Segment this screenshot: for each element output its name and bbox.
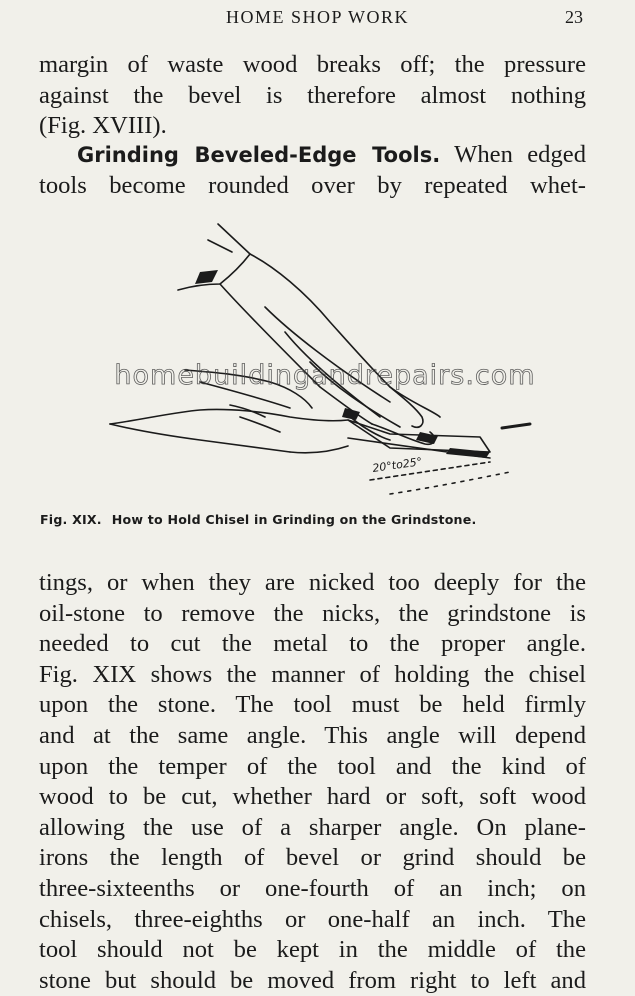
text-line: wood to be cut, whether hard or soft, soft wood bbox=[39, 783, 586, 811]
paragraph-instructions bbox=[39, 568, 586, 996]
text-line: upon the temper of the tool and the kind of bbox=[39, 752, 586, 780]
text-line: allowing the use of a sharper angle. On plane- bbox=[39, 813, 586, 841]
text-run: When edged bbox=[454, 141, 586, 168]
text-line: stone but should be moved from right to left and bbox=[39, 966, 586, 994]
text-line: irons the length of bevel or grind should be bbox=[39, 844, 586, 872]
text-line: oil-stone to remove the nicks, the grindstone is bbox=[39, 599, 586, 627]
section-heading: Grinding Beveled-Edge Tools. bbox=[77, 143, 441, 167]
caption-text: How to Hold Chisel in Grinding on the Grindstone. bbox=[111, 512, 477, 527]
running-head: HOME SHOP WORK bbox=[225, 7, 410, 27]
page-header bbox=[0, 7, 635, 31]
paragraph-grinding bbox=[39, 140, 586, 201]
angle-annotation: 20°to25° bbox=[371, 455, 423, 475]
figure-caption bbox=[40, 512, 600, 527]
text-line: upon the stone. The tool must be held firmly bbox=[39, 691, 586, 719]
text-line: against the bevel is therefore almost nothing bbox=[39, 81, 586, 109]
page-number: 23 bbox=[565, 7, 583, 27]
text-line: chisels, three-eighths or one-half an inch. The bbox=[39, 905, 586, 933]
text-line: Fig. XIX shows the manner of holding the chisel bbox=[39, 660, 586, 688]
text-line: needed to cut the metal to the proper angle. bbox=[39, 630, 586, 658]
text-line: tool should not be kept in the middle of the bbox=[39, 936, 586, 964]
text-line: tools become rounded over by repeated whet- bbox=[39, 171, 586, 199]
text-line: margin of waste wood breaks off; the pressure bbox=[39, 51, 586, 78]
text-line: three-sixteenths or one-fourth of an inch; on bbox=[39, 874, 586, 902]
chisel-grinding-illustration bbox=[90, 212, 560, 502]
watermark: homebuildingandrepairs.com bbox=[114, 360, 536, 391]
figure-label: Fig. XIX. bbox=[40, 512, 102, 527]
paragraph-continuation bbox=[39, 50, 586, 142]
text-line: tings, or when they are nicked too deeply for the bbox=[39, 569, 586, 596]
text-line bbox=[39, 140, 586, 171]
text-line: (Fig. XVIII). bbox=[39, 112, 167, 140]
text-line: and at the same angle. This angle will depend bbox=[39, 721, 586, 749]
